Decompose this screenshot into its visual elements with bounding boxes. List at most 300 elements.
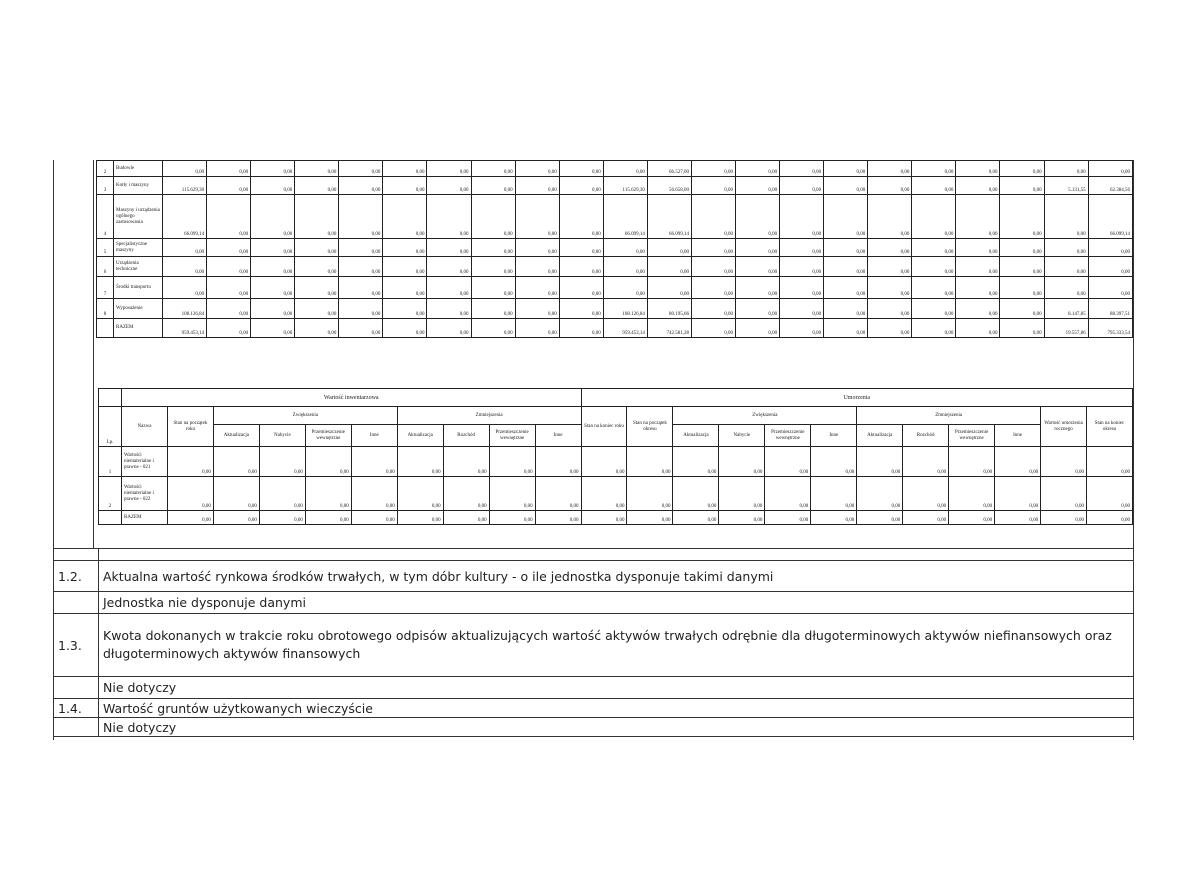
row-value: 0,00 bbox=[912, 299, 956, 319]
row-value: 0,00 bbox=[259, 477, 305, 511]
row-value: 0,00 bbox=[535, 447, 581, 477]
row-value: 959.453,14 bbox=[163, 319, 207, 338]
row-value: 0,00 bbox=[1000, 319, 1044, 338]
header-increases: Zwiększenia bbox=[213, 407, 397, 425]
row-value: 0,00 bbox=[824, 299, 868, 319]
row-value: 0,00 bbox=[207, 239, 251, 257]
row-value: 0,00 bbox=[603, 257, 647, 277]
row-value: 0,00 bbox=[912, 319, 956, 338]
row-value: 0,00 bbox=[443, 511, 489, 525]
header-end: Stan na koniec roku bbox=[581, 407, 627, 447]
row-value: 0,00 bbox=[1000, 195, 1044, 239]
row-value: 0,00 bbox=[995, 477, 1041, 511]
row-value: 0,00 bbox=[780, 161, 824, 177]
row-value: 0,00 bbox=[471, 257, 515, 277]
empty-cell bbox=[54, 718, 99, 737]
empty-cell bbox=[54, 592, 99, 614]
row-value: 0,00 bbox=[213, 477, 259, 511]
table-row bbox=[99, 477, 1133, 511]
row-value: 0,00 bbox=[251, 299, 295, 319]
row-value: 0,00 bbox=[443, 447, 489, 477]
row-lp: 2 bbox=[99, 477, 122, 511]
spacer-cell bbox=[99, 549, 1134, 561]
row-value: 0,00 bbox=[339, 177, 383, 195]
row-value: 0,00 bbox=[1000, 161, 1044, 177]
row-value: 0,00 bbox=[383, 299, 427, 319]
row-value: 0,00 bbox=[535, 511, 581, 525]
row-value: 0,00 bbox=[1087, 477, 1133, 511]
row-value: 0,00 bbox=[427, 277, 471, 299]
row-value: 0,00 bbox=[912, 277, 956, 299]
row-value: 0,00 bbox=[397, 477, 443, 511]
row-value: 0,00 bbox=[251, 161, 295, 177]
row-value: 0,00 bbox=[912, 177, 956, 195]
row-value: 0,00 bbox=[1000, 257, 1044, 277]
row-lp: 8 bbox=[97, 299, 114, 319]
row-value: 0,00 bbox=[339, 239, 383, 257]
row-value: 0,00 bbox=[903, 511, 949, 525]
row-value: 0,00 bbox=[471, 239, 515, 257]
row-value: 66.527,00 bbox=[647, 161, 691, 177]
row-value: 0,00 bbox=[811, 477, 857, 511]
row-value: 0,00 bbox=[167, 447, 213, 477]
table-row bbox=[97, 257, 1133, 277]
section-number: 1.3. bbox=[54, 614, 99, 677]
row-value: 0,00 bbox=[811, 511, 857, 525]
header-przemieszczenie: Przemieszczenie wewnętrzne bbox=[949, 425, 995, 447]
header-przemieszczenie: Przemieszczenie wewnętrzne bbox=[765, 425, 811, 447]
row-value: 0,00 bbox=[295, 319, 339, 338]
row-value: 0,00 bbox=[903, 477, 949, 511]
row-value: 0,00 bbox=[868, 299, 912, 319]
row-value: 0,00 bbox=[824, 161, 868, 177]
row-value: 0,00 bbox=[868, 257, 912, 277]
row-value: 0,00 bbox=[647, 239, 691, 257]
spacer-cell bbox=[54, 549, 99, 561]
row-value: 66.099,14 bbox=[163, 195, 207, 239]
row-value: 0,00 bbox=[489, 477, 535, 511]
row-value: 0,00 bbox=[339, 161, 383, 177]
group-header-depreciation: Umorzenia bbox=[581, 389, 1132, 407]
row-value: 795.333,54 bbox=[1088, 319, 1132, 338]
header-przemieszczenie: Przemieszczenie wewnętrzne bbox=[489, 425, 535, 447]
row-value: 8.147,85 bbox=[1044, 299, 1088, 319]
row-value: 0,00 bbox=[427, 257, 471, 277]
row-value: 0,00 bbox=[339, 277, 383, 299]
row-value: 0,00 bbox=[1044, 161, 1088, 177]
row-value: 0,00 bbox=[163, 257, 207, 277]
row-value: 0,00 bbox=[824, 257, 868, 277]
row-value: 0,00 bbox=[207, 161, 251, 177]
row-value: 0,00 bbox=[956, 319, 1000, 338]
row-value: 0,00 bbox=[295, 299, 339, 319]
row-value: 0,00 bbox=[691, 239, 735, 257]
row-value: 0,00 bbox=[857, 477, 903, 511]
inner-left-line bbox=[93, 160, 94, 548]
header-dep-start: Stan na początek okresu bbox=[627, 407, 673, 447]
row-value: 0,00 bbox=[559, 257, 603, 277]
row-value: 0,00 bbox=[691, 319, 735, 338]
row-value: 0,00 bbox=[603, 161, 647, 177]
header-przemieszczenie: Przemieszczenie wewnętrzne bbox=[305, 425, 351, 447]
row-value: 0,00 bbox=[719, 511, 765, 525]
header-dep-decreases: Zmniejszenia bbox=[857, 407, 1041, 425]
row-value: 0,00 bbox=[581, 511, 627, 525]
row-value: 0,00 bbox=[868, 195, 912, 239]
row-value: 0,00 bbox=[1044, 277, 1088, 299]
row-value: 0,00 bbox=[295, 177, 339, 195]
table-row bbox=[97, 177, 1133, 195]
row-value: 0,00 bbox=[736, 319, 780, 338]
row-value: 0,00 bbox=[719, 477, 765, 511]
row-value: 0,00 bbox=[559, 177, 603, 195]
row-value: 0,00 bbox=[305, 447, 351, 477]
header-dep-end: Stan na koniec okresu bbox=[1087, 407, 1133, 447]
row-value: 0,00 bbox=[824, 177, 868, 195]
row-value: 0,00 bbox=[824, 277, 868, 299]
row-lp bbox=[99, 511, 122, 525]
row-value: 0,00 bbox=[857, 447, 903, 477]
row-name: Kotły i maszyny bbox=[114, 177, 163, 195]
row-value: 0,00 bbox=[627, 447, 673, 477]
row-value: 0,00 bbox=[627, 477, 673, 511]
row-name: Maszyny i urządzenia ogólnego zastosowania bbox=[114, 195, 163, 239]
row-value: 0,00 bbox=[251, 257, 295, 277]
row-value: 0,00 bbox=[251, 277, 295, 299]
row-value: 0,00 bbox=[691, 257, 735, 277]
row-value: 0,00 bbox=[824, 195, 868, 239]
header-start: Stan na początek roku bbox=[167, 407, 213, 447]
table-row bbox=[97, 195, 1133, 239]
row-name: Urządzenia techniczne bbox=[114, 257, 163, 277]
row-value: 0,00 bbox=[251, 319, 295, 338]
row-value: 0,00 bbox=[1087, 511, 1133, 525]
row-value: 62.384,56 bbox=[1088, 177, 1132, 195]
row-value: 0,00 bbox=[868, 239, 912, 257]
row-value: 0,00 bbox=[251, 239, 295, 257]
row-value: 0,00 bbox=[489, 511, 535, 525]
row-value: 0,00 bbox=[207, 319, 251, 338]
row-value: 0,00 bbox=[603, 239, 647, 257]
row-name: Wyposażenie bbox=[114, 299, 163, 319]
row-value: 0,00 bbox=[351, 511, 397, 525]
row-value: 0,00 bbox=[691, 195, 735, 239]
row-value: 0,00 bbox=[824, 319, 868, 338]
row-value: 0,00 bbox=[691, 277, 735, 299]
row-value: 66.099,14 bbox=[647, 195, 691, 239]
row-value: 0,00 bbox=[471, 299, 515, 319]
row-value: 0,00 bbox=[956, 195, 1000, 239]
row-value: 0,00 bbox=[868, 277, 912, 299]
row-value: 19.557,86 bbox=[1044, 319, 1088, 338]
section-answer: Nie dotyczy bbox=[99, 677, 1134, 699]
row-value: 0,00 bbox=[736, 195, 780, 239]
section-number: 1.4. bbox=[54, 699, 99, 718]
row-value: 0,00 bbox=[515, 319, 559, 338]
row-value: 0,00 bbox=[559, 299, 603, 319]
header-aktualizacja: Aktualizacja bbox=[213, 425, 259, 447]
row-value: 0,00 bbox=[305, 477, 351, 511]
row-value: 0,00 bbox=[691, 161, 735, 177]
row-value: 0,00 bbox=[949, 511, 995, 525]
row-value: 0,00 bbox=[295, 257, 339, 277]
row-value: 0,00 bbox=[163, 239, 207, 257]
row-value: 0,00 bbox=[515, 239, 559, 257]
table-row bbox=[97, 299, 1133, 319]
row-value: 0,00 bbox=[351, 447, 397, 477]
row-value: 0,00 bbox=[811, 447, 857, 477]
row-value: 0,00 bbox=[1041, 447, 1087, 477]
header-inne: Inne bbox=[811, 425, 857, 447]
row-value: 0,00 bbox=[780, 257, 824, 277]
row-value: 0,00 bbox=[949, 447, 995, 477]
header-nabycie: Nabycie bbox=[259, 425, 305, 447]
row-value: 0,00 bbox=[559, 277, 603, 299]
row-value: 0,00 bbox=[471, 319, 515, 338]
row-value: 0,00 bbox=[207, 299, 251, 319]
header-dep-increases: Zwiększenia bbox=[673, 407, 857, 425]
header-net: Wartość umorzenia rocznego bbox=[1041, 407, 1087, 447]
header-inne: Inne bbox=[995, 425, 1041, 447]
row-value: 0,00 bbox=[427, 177, 471, 195]
row-value: 0,00 bbox=[471, 195, 515, 239]
row-value: 0,00 bbox=[339, 195, 383, 239]
row-value: 0,00 bbox=[383, 177, 427, 195]
row-value: 0,00 bbox=[868, 161, 912, 177]
row-value: 0,00 bbox=[559, 161, 603, 177]
section-title: Kwota dokonanych w trakcie roku obrotowego odpisów aktualizujących wartość aktywów trwałych odrębnie dla długoterminowych aktywów niefinansowych oraz długoterminowych aktywów finansowych bbox=[99, 614, 1134, 677]
row-value: 0,00 bbox=[1041, 477, 1087, 511]
row-value: 0,00 bbox=[1041, 511, 1087, 525]
row-name: Specjalistyczne maszyny bbox=[114, 239, 163, 257]
row-value: 0,00 bbox=[1000, 239, 1044, 257]
row-value: 0,00 bbox=[427, 319, 471, 338]
row-value: 0,00 bbox=[780, 277, 824, 299]
row-value: 0,00 bbox=[647, 277, 691, 299]
row-value: 742.581,28 bbox=[647, 319, 691, 338]
row-value: 0,00 bbox=[167, 511, 213, 525]
row-value: 0,00 bbox=[251, 177, 295, 195]
row-value: 0,00 bbox=[339, 299, 383, 319]
row-value: 0,00 bbox=[956, 299, 1000, 319]
fixed-assets-table bbox=[96, 160, 1133, 338]
row-value: 0,00 bbox=[213, 511, 259, 525]
row-value: 0,00 bbox=[1087, 447, 1133, 477]
group-header-inventory: Wartość inwentarzowa bbox=[122, 389, 582, 407]
row-value: 0,00 bbox=[383, 277, 427, 299]
row-value: 0,00 bbox=[857, 511, 903, 525]
row-value: 0,00 bbox=[824, 239, 868, 257]
table-row bbox=[97, 277, 1133, 299]
row-value: 0,00 bbox=[903, 447, 949, 477]
row-value: 0,00 bbox=[427, 161, 471, 177]
header-decreases: Zmniejszenia bbox=[397, 407, 581, 425]
row-value: 0,00 bbox=[691, 177, 735, 195]
row-value: 0,00 bbox=[535, 477, 581, 511]
header-nabycie: Nabycie bbox=[719, 425, 765, 447]
row-value: 0,00 bbox=[736, 299, 780, 319]
row-value: 0,00 bbox=[949, 477, 995, 511]
row-value: 56.658,00 bbox=[647, 177, 691, 195]
row-value: 115.629,30 bbox=[603, 177, 647, 195]
row-value: 0,00 bbox=[167, 477, 213, 511]
row-lp: 4 bbox=[97, 195, 114, 239]
row-lp: 7 bbox=[97, 277, 114, 299]
row-value: 0,00 bbox=[295, 195, 339, 239]
row-value: 0,00 bbox=[736, 277, 780, 299]
row-value: 108.126,84 bbox=[163, 299, 207, 319]
row-value: 0,00 bbox=[383, 161, 427, 177]
header-inne: Inne bbox=[351, 425, 397, 447]
header-aktualizacja: Aktualizacja bbox=[397, 425, 443, 447]
row-lp: 3 bbox=[97, 177, 114, 195]
table-row bbox=[97, 319, 1133, 338]
row-value: 0,00 bbox=[995, 511, 1041, 525]
row-value: 0,00 bbox=[956, 239, 1000, 257]
row-value: 0,00 bbox=[603, 277, 647, 299]
row-value: 0,00 bbox=[627, 511, 673, 525]
row-value: 0,00 bbox=[471, 161, 515, 177]
row-value: 0,00 bbox=[489, 447, 535, 477]
row-value: 0,00 bbox=[515, 195, 559, 239]
row-value: 0,00 bbox=[956, 177, 1000, 195]
row-value: 115.629,30 bbox=[163, 177, 207, 195]
row-value: 0,00 bbox=[780, 177, 824, 195]
row-value: 0,00 bbox=[383, 257, 427, 277]
row-value: 0,00 bbox=[868, 177, 912, 195]
row-value: 0,00 bbox=[383, 239, 427, 257]
row-value: 0,00 bbox=[1088, 277, 1132, 299]
row-name: Budowle bbox=[114, 161, 163, 177]
row-value: 0,00 bbox=[736, 161, 780, 177]
row-value: 0,00 bbox=[207, 195, 251, 239]
row-value: 0,00 bbox=[647, 257, 691, 277]
section-answer: Jednostka nie dysponuje danymi bbox=[99, 592, 1134, 614]
row-value: 0,00 bbox=[581, 477, 627, 511]
header-aktualizacja: Aktualizacja bbox=[673, 425, 719, 447]
row-name: Środki transportu bbox=[114, 277, 163, 299]
row-value: 0,00 bbox=[383, 195, 427, 239]
row-value: 0,00 bbox=[471, 277, 515, 299]
row-value: 0,00 bbox=[559, 239, 603, 257]
row-lp: 1 bbox=[99, 447, 122, 477]
row-value: 0,00 bbox=[351, 477, 397, 511]
header-inne: Inne bbox=[535, 425, 581, 447]
row-value: 0,00 bbox=[780, 195, 824, 239]
row-value: 0,00 bbox=[1000, 177, 1044, 195]
row-value: 80.195,66 bbox=[647, 299, 691, 319]
row-lp bbox=[97, 319, 114, 338]
empty-cell bbox=[54, 677, 99, 699]
row-value: 0,00 bbox=[559, 195, 603, 239]
row-value: 0,00 bbox=[956, 257, 1000, 277]
row-value: 0,00 bbox=[1000, 299, 1044, 319]
row-value: 0,00 bbox=[427, 299, 471, 319]
section-answer: Nie dotyczy bbox=[99, 718, 1134, 737]
row-value: 0,00 bbox=[912, 239, 956, 257]
header-aktualizacja: Aktualizacja bbox=[857, 425, 903, 447]
row-value: 0,00 bbox=[471, 177, 515, 195]
row-lp: 2 bbox=[97, 161, 114, 177]
row-name: Wartości niematerialne i prawne - 021 bbox=[122, 447, 168, 477]
row-value: 0,00 bbox=[736, 257, 780, 277]
row-value: 0,00 bbox=[581, 447, 627, 477]
row-value: 0,00 bbox=[515, 299, 559, 319]
row-value: 0,00 bbox=[259, 447, 305, 477]
row-value: 0,00 bbox=[1088, 257, 1132, 277]
row-value: 0,00 bbox=[956, 161, 1000, 177]
row-value: 0,00 bbox=[295, 277, 339, 299]
row-value: 0,00 bbox=[780, 319, 824, 338]
row-value: 0,00 bbox=[443, 477, 489, 511]
row-value: 0,00 bbox=[912, 195, 956, 239]
row-value: 0,00 bbox=[163, 161, 207, 177]
row-value: 0,00 bbox=[780, 239, 824, 257]
row-value: 0,00 bbox=[207, 177, 251, 195]
section-title: Aktualna wartość rynkowa środków trwałych, w tym dóbr kultury - o ile jednostka dysponuje takimi danymi bbox=[99, 561, 1134, 592]
row-value: 0,00 bbox=[736, 177, 780, 195]
row-value: 0,00 bbox=[515, 161, 559, 177]
row-name: Wartości niematerialne i prawne - 022 bbox=[122, 477, 168, 511]
row-value: 0,00 bbox=[207, 257, 251, 277]
header-rozchod: Rozchód bbox=[443, 425, 489, 447]
row-name: RAZEM bbox=[114, 319, 163, 338]
row-value: 0,00 bbox=[868, 319, 912, 338]
row-value: 0,00 bbox=[427, 239, 471, 257]
notes-section bbox=[53, 548, 1134, 737]
row-value: 108.126,84 bbox=[603, 299, 647, 319]
row-name: RAZEM bbox=[122, 511, 168, 525]
row-value: 0,00 bbox=[397, 511, 443, 525]
row-value: 0,00 bbox=[1044, 239, 1088, 257]
intangible-assets-table bbox=[98, 388, 1133, 525]
row-value: 66.099,14 bbox=[1088, 195, 1132, 239]
row-value: 0,00 bbox=[1000, 277, 1044, 299]
row-value: 0,00 bbox=[251, 195, 295, 239]
header-spacer bbox=[99, 389, 122, 407]
row-value: 88.397,51 bbox=[1088, 299, 1132, 319]
row-lp: 6 bbox=[97, 257, 114, 277]
row-value: 0,00 bbox=[1088, 239, 1132, 257]
row-value: 0,00 bbox=[339, 257, 383, 277]
row-lp: 5 bbox=[97, 239, 114, 257]
header-lp: Lp. bbox=[99, 407, 122, 447]
row-value: 0,00 bbox=[305, 511, 351, 525]
row-value: 0,00 bbox=[339, 319, 383, 338]
row-value: 0,00 bbox=[673, 447, 719, 477]
row-value: 0,00 bbox=[956, 277, 1000, 299]
row-value: 0,00 bbox=[719, 447, 765, 477]
row-value: 0,00 bbox=[213, 447, 259, 477]
row-value: 0,00 bbox=[673, 511, 719, 525]
row-value: 0,00 bbox=[163, 277, 207, 299]
header-name: Nazwa bbox=[122, 407, 168, 447]
row-value: 0,00 bbox=[765, 511, 811, 525]
row-value: 0,00 bbox=[397, 447, 443, 477]
row-value: 0,00 bbox=[259, 511, 305, 525]
row-value: 0,00 bbox=[912, 257, 956, 277]
row-value: 0,00 bbox=[295, 161, 339, 177]
section-number: 1.2. bbox=[54, 561, 99, 592]
table-row bbox=[97, 161, 1133, 177]
row-value: 0,00 bbox=[515, 177, 559, 195]
row-value: 0,00 bbox=[736, 239, 780, 257]
row-value: 0,00 bbox=[765, 447, 811, 477]
header-rozchod: Rozchód bbox=[903, 425, 949, 447]
row-value: 0,00 bbox=[673, 477, 719, 511]
row-value: 66.099,14 bbox=[603, 195, 647, 239]
row-value: 5.131,55 bbox=[1044, 177, 1088, 195]
